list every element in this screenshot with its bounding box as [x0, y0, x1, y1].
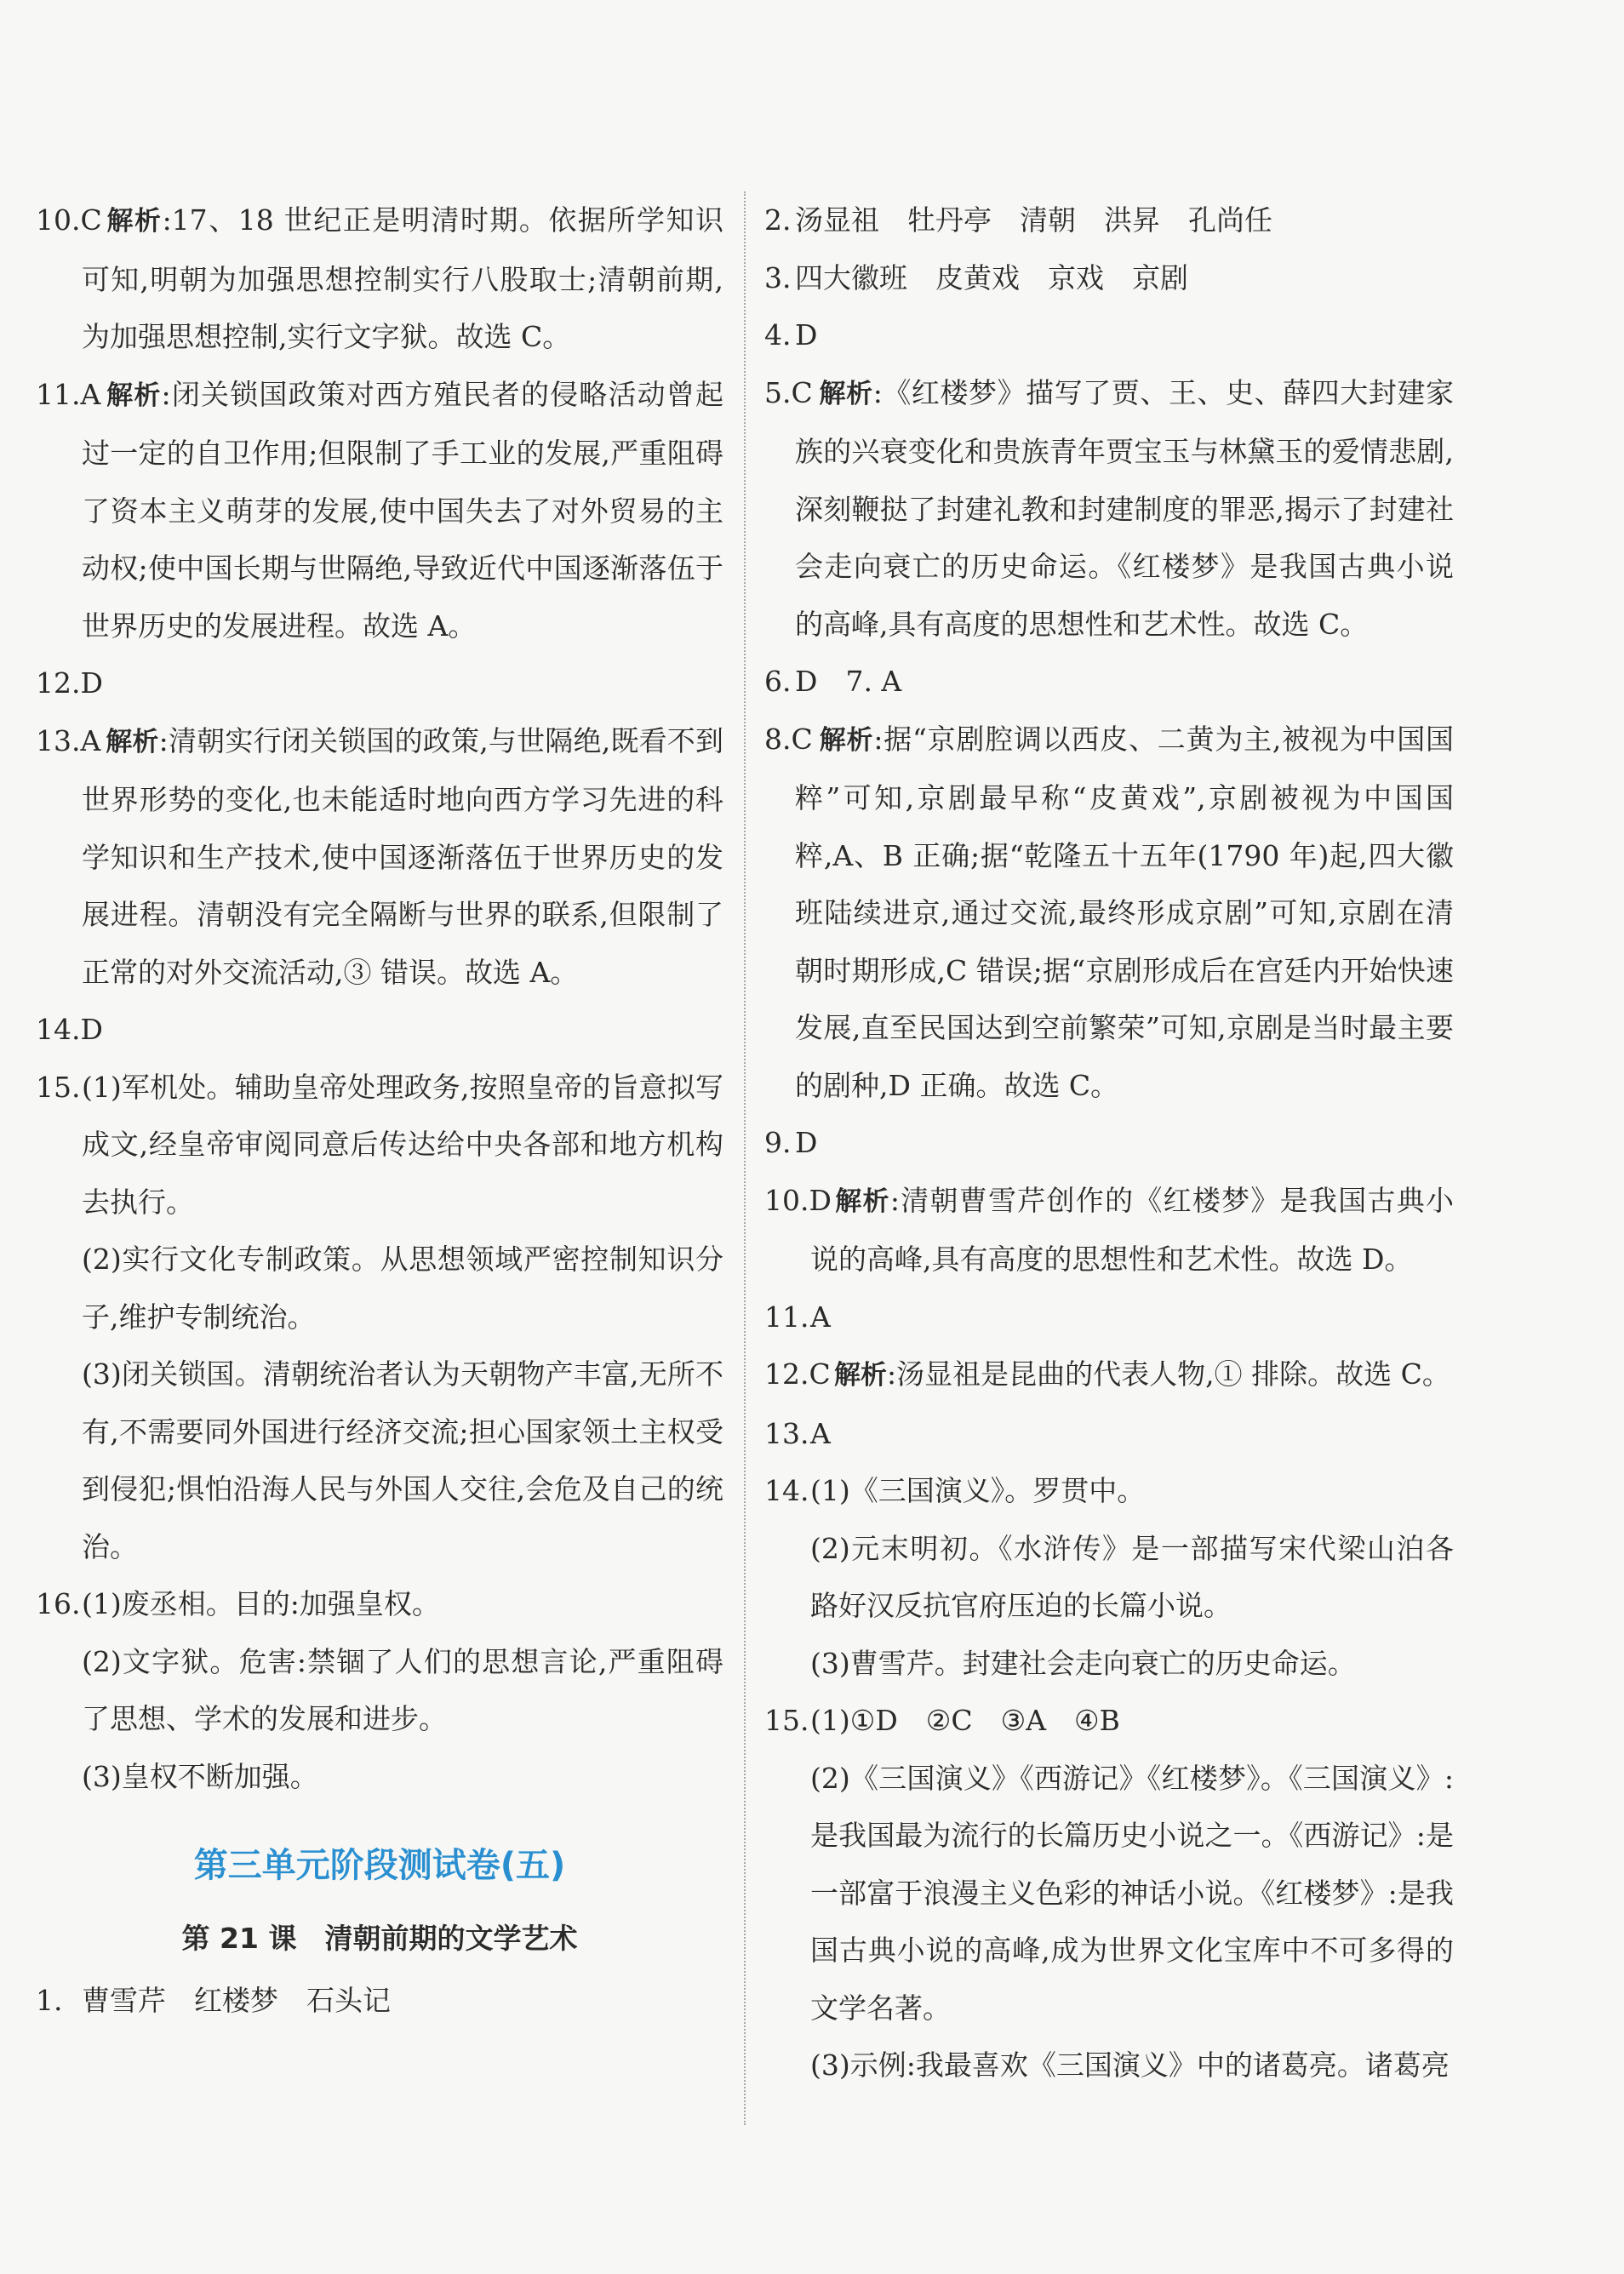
- answer-item: [764, 711, 1454, 1115]
- analysis-label: 解析: [106, 206, 163, 237]
- analysis-label: 解析: [106, 726, 159, 757]
- answer-subitem: (2)元末明初。《水浒传》是一部描写宋代梁山泊各路好汉反抗官府压迫的长篇小说。: [810, 1531, 1454, 1622]
- answer-text-block: [795, 653, 1454, 711]
- right-column: [764, 191, 1454, 2094]
- answer-text-block: [82, 1059, 723, 1231]
- answer-number: 10.C: [36, 203, 102, 237]
- answer-item: [764, 1114, 1454, 1172]
- answer-text: D 7. A: [795, 665, 902, 698]
- answer-item: [764, 191, 1454, 249]
- answer-item: [764, 306, 1454, 364]
- answer-item: [764, 364, 1454, 654]
- answer-subitem: (3)示例:我最喜欢《三国演义》中的诸葛亮。诸葛亮: [810, 2048, 1450, 2082]
- answer-subitem: (2)《三国演义》《西游记》《红楼梦》。《三国演义》:是我国最为流行的长篇历史小说之一。《西游记》:是一部富于浪漫主义色彩的神话小说。《红楼梦》:是我国古典小说的高峰,成为世界文化宝库中不可多得的文学名著。: [810, 1761, 1454, 2025]
- answer-number: 14.D: [36, 1013, 103, 1046]
- answer-text-block: [795, 364, 1454, 654]
- answer-text: 汤显祖 牡丹亭 清朝 洪昇 孔尚任: [795, 203, 1272, 237]
- answer-text: (1)军机处。辅助皇帝处理政务,按照皇帝的旨意拟写成文,经皇帝审阅同意后传达给中央各部和地方机构去执行。: [82, 1070, 723, 1219]
- answer-number: 10.D: [764, 1183, 832, 1217]
- answer-text: :清朝实行闭关锁国的政策,与世隔绝,既看不到世界形势的变化,也未能适时地向西方学习先进的科学知识和生产技术,使中国逐渐落伍于世界历史的发展进程。清朝没有完全隔断与世界的联系,但限制了正常的对外交流活动,③ 错误。故选 A。: [82, 723, 724, 989]
- answer-item: [764, 249, 1454, 307]
- answer-text-block: [810, 1462, 1454, 1520]
- left-answer-list: [36, 191, 723, 1805]
- answer-text-block: [82, 712, 723, 1002]
- answer-text-block: [810, 1405, 1454, 1463]
- answer-item: [764, 653, 1454, 711]
- answer-text: A: [810, 1300, 831, 1334]
- answer-item: [36, 366, 723, 655]
- answer-number: 13.: [764, 1416, 809, 1450]
- answer-number: 9.: [764, 1126, 792, 1159]
- answer-item: [36, 1575, 723, 1633]
- right-answer-list: [764, 191, 1454, 2094]
- answer-number: 15.: [764, 1704, 809, 1737]
- answer-number: 5.C: [764, 375, 813, 409]
- analysis-label: 解析: [819, 378, 873, 409]
- answer-text: :17、18 世纪正是明清时期。依据所学知识可知,明朝为加强思想控制实行八股取士;清朝前期,为加强思想控制,实行文字狱。故选 C。: [82, 203, 723, 353]
- answer-item: [764, 1692, 1454, 1750]
- answer-subitem: (3)皇权不断加强。: [82, 1759, 318, 1793]
- answer-text: :汤显祖是昆曲的代表人物,① 排除。故选 C。: [887, 1357, 1450, 1391]
- answer-number: 8.C: [764, 722, 813, 756]
- answer-number: 2.: [764, 203, 792, 237]
- answer-item: [36, 191, 723, 366]
- analysis-label: 解析: [834, 1360, 887, 1391]
- answer-number: 4.: [764, 318, 792, 351]
- answer-number: 16.: [36, 1587, 81, 1620]
- answer-text: A: [810, 1416, 831, 1450]
- answer-subitem: (2)实行文化专制政策。从思想领域严密控制知识分子,维护专制统治。: [82, 1243, 723, 1334]
- answer-text: (1)废丞相。目的:加强皇权。: [82, 1587, 440, 1620]
- answer-text: 曹雪芹 红楼梦 石头记: [82, 1984, 391, 2017]
- answer-text-block: [82, 366, 723, 655]
- answer-text-block: [810, 1288, 1454, 1346]
- answer-text: :清朝曹雪芹创作的《红楼梦》是我国古典小说的高峰,具有高度的思想性和艺术性。故选 D。: [810, 1183, 1455, 1276]
- answer-number: 15.: [36, 1070, 81, 1104]
- unit-title: 第三单元阶段测试卷(五): [193, 1846, 566, 1885]
- answer-text-block: [810, 1346, 1454, 1405]
- answer-item: [764, 1462, 1454, 1520]
- answer-text-block: [82, 191, 723, 366]
- answer-number: 1.: [36, 1984, 63, 2017]
- answer-item: [36, 1059, 723, 1231]
- answer-text: (1)①D ②C ③A ④B: [810, 1704, 1120, 1737]
- analysis-label: 解析: [819, 724, 874, 756]
- answer-number: 12.C: [764, 1357, 831, 1391]
- answer-item: [36, 1972, 723, 2030]
- answer-number: 6.: [764, 665, 792, 698]
- answer-number: 13.A: [36, 723, 101, 757]
- answer-item: [36, 712, 723, 1002]
- answer-number: 11.: [764, 1300, 809, 1334]
- answer-text-block: [810, 1692, 1454, 1750]
- answer-text-block: [810, 1172, 1454, 1288]
- answer-item: [764, 1346, 1454, 1405]
- answer-item: [36, 1001, 723, 1059]
- answer-text: 四大徽班 皮黄戏 京戏 京剧: [795, 260, 1188, 294]
- answer-text: D: [795, 1126, 818, 1159]
- answer-text-block: [82, 1575, 723, 1633]
- answer-item: [36, 654, 723, 712]
- answer-text-block: [795, 711, 1454, 1115]
- answer-text-block: [795, 306, 1454, 364]
- answer-text-block: [795, 249, 1454, 307]
- column-divider: [744, 191, 746, 2125]
- answer-item: [764, 1405, 1454, 1463]
- answer-item: [764, 1172, 1454, 1288]
- lesson-title: 第 21 课 清朝前期的文学艺术: [181, 1922, 578, 1955]
- answer-number: 12.D: [36, 666, 103, 700]
- analysis-label: 解析: [106, 380, 162, 411]
- answer-text: :闭关锁国政策对西方殖民者的侵略活动曾起过一定的自卫作用;但限制了手工业的发展,严重阻碍了资本主义萌芽的发展,使中国失去了对外贸易的主动权;使中国长期与世隔绝,导致近代中国逐渐落伍于世界历史的发展进程。故选 A。: [82, 377, 723, 643]
- answer-subitem: (3)闭关锁国。清朝统治者认为天朝物产丰富,无所不有,不需要同外国进行经济交流;担心国家领土主权受到侵犯;惧怕沿海人民与外国人交往,会危及自己的统治。: [82, 1357, 723, 1563]
- answer-text-block: [795, 191, 1454, 249]
- analysis-label: 解析: [834, 1186, 890, 1217]
- answer-text: :《红楼梦》描写了贾、王、史、薛四大封建家族的兴衰变化和贵族青年贾宝玉与林黛玉的爱情悲剧,深刻鞭挞了封建礼教和封建制度的罪恶,揭示了封建社会走向衰亡的历史命运。《红楼梦》是我国古典小说的高峰,具有高度的思想性和艺术性。故选 C。: [795, 375, 1455, 641]
- answer-text: D: [795, 318, 818, 351]
- answer-number: 11.A: [36, 377, 101, 411]
- answer-subitem: (3)曹雪芹。封建社会走向衰亡的历史命运。: [810, 1646, 1356, 1680]
- left-column: [36, 191, 723, 2030]
- answer-text: :据“京剧腔调以西皮、二黄为主,被视为中国国粹”可知,京剧最早称“皮黄戏”,京剧被视为中国国粹,A、B 正确;据“乾隆五十五年(1790 年)起,四大徽班陆续进京,通过交流,最终形成京剧”可知,京剧在清朝时期形成,C 错误;据“京剧形成后在宫廷内开始快速发展,直至民国达到空前繁荣”可知,京剧是当时最主要的剧种,D 正确。故选 C。: [795, 722, 1455, 1102]
- answer-item: [764, 1288, 1454, 1346]
- answer-text: (1)《三国演义》。罗贯中。: [810, 1474, 1146, 1507]
- answer-number: 3.: [764, 260, 792, 294]
- answer-text-block: [795, 1114, 1454, 1172]
- answer-subitem: (2)文字狱。危害:禁锢了人们的思想言论,严重阻碍了思想、学术的发展和进步。: [82, 1644, 723, 1735]
- answer-number: 14.: [764, 1474, 809, 1507]
